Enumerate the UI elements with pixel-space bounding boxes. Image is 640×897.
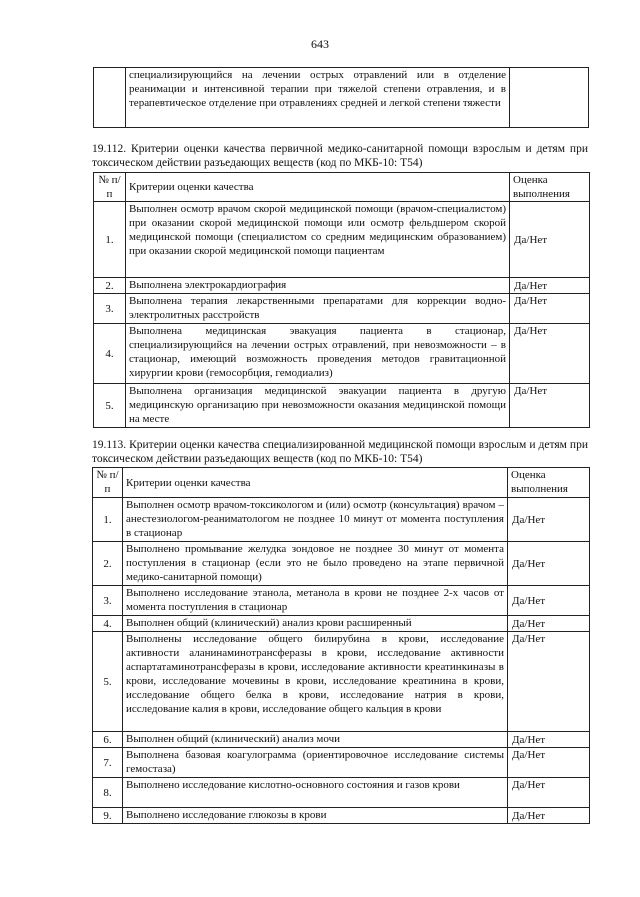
criteria-table-19-113 xyxy=(92,467,590,824)
row-number: 2. xyxy=(93,542,123,586)
header-number: № п/п xyxy=(94,173,126,202)
row-number: 2. xyxy=(94,278,126,294)
score-cell: Да/Нет xyxy=(508,778,590,808)
continuation-table xyxy=(93,67,589,128)
score-cell: Да/Нет xyxy=(510,324,590,384)
row-number: 9. xyxy=(93,808,123,824)
score-cell: Да/Нет xyxy=(510,294,590,324)
table-row xyxy=(93,498,590,542)
criteria-cell: Выполнена терапия лекарственными препаратами для коррекции водно-электролитных расстройств xyxy=(126,294,510,324)
table-row xyxy=(94,278,590,294)
row-number: 8. xyxy=(93,778,123,808)
criteria-cell: Выполнен общий (клинический) анализ мочи xyxy=(123,732,508,748)
row-number: 1. xyxy=(93,498,123,542)
table-row xyxy=(93,632,590,732)
criteria-cell: Выполнен осмотр врачом-токсикологом и (или) осмотр (консультация) врачом – анестезиологом-реаниматологом не позднее 10 минут от момента поступления в стационар xyxy=(123,498,508,542)
table-header-row xyxy=(93,468,590,498)
criteria-table-19-112 xyxy=(93,172,590,428)
table-row xyxy=(93,748,590,778)
row-number: 7. xyxy=(93,748,123,778)
row-number: 5. xyxy=(93,632,123,732)
table-row xyxy=(94,68,589,128)
criteria-cell: Выполнена организация медицинской эвакуации пациента в другую медицинскую организацию при невозможности оказания медицинской помощи на месте xyxy=(126,384,510,428)
criteria-cell: специализирующийся на лечении острых отравлений или в отделение реанимации и интенсивной терапии при тяжелой степени отравления, и в терапевтическое отделение при отравлениях средней и легкой степени тяжести xyxy=(126,68,510,128)
score-cell: Да/Нет xyxy=(508,808,590,824)
criteria-cell: Выполнено исследование глюкозы в крови xyxy=(123,808,508,824)
table-row xyxy=(94,324,590,384)
score-cell: Да/Нет xyxy=(508,542,590,586)
row-number-cell xyxy=(94,68,126,128)
table-row xyxy=(93,778,590,808)
criteria-cell: Выполнено исследование этанола, метанола в крови не позднее 2-х часов от момента поступления в стационар xyxy=(123,586,508,616)
score-cell: Да/Нет xyxy=(508,732,590,748)
row-number: 3. xyxy=(94,294,126,324)
section-title: 19.113. Критерии оценки качества специализированной медицинской помощи взрослым и детям при токсическом действии разъедающих веществ (код по МКБ-10: Т54) xyxy=(92,439,588,465)
page-number: 643 xyxy=(311,37,329,51)
row-number: 3. xyxy=(93,586,123,616)
score-cell: Да/Нет xyxy=(510,278,590,294)
score-cell: Да/Нет xyxy=(508,748,590,778)
row-number: 5. xyxy=(94,384,126,428)
table-row xyxy=(93,586,590,616)
table-header-row xyxy=(94,173,590,202)
criteria-cell: Выполнено исследование кислотно-основного состояния и газов крови xyxy=(123,778,508,808)
criteria-cell: Выполнен общий (клинический) анализ крови расширенный xyxy=(123,616,508,632)
score-cell: Да/Нет xyxy=(508,616,590,632)
header-criteria: Критерии оценки качества xyxy=(123,468,508,498)
criteria-cell: Выполнен осмотр врачом скорой медицинской помощи (врачом-специалистом) при оказании скорой медицинской помощи или осмотр фельдшером скорой медицинской помощи (специалистом со средним медицинским образованием) при оказании скорой медицинской помощи пациентам xyxy=(126,202,510,278)
header-score: Оценка выполнения xyxy=(510,173,590,202)
score-cell: Да/Нет xyxy=(510,384,590,428)
row-number: 1. xyxy=(94,202,126,278)
score-cell: Да/Нет xyxy=(510,202,590,278)
table-row xyxy=(94,202,590,278)
score-cell: Да/Нет xyxy=(508,586,590,616)
table-row xyxy=(93,616,590,632)
score-cell: Да/Нет xyxy=(508,498,590,542)
table-row xyxy=(93,808,590,824)
score-cell xyxy=(510,68,589,128)
header-number: № п/п xyxy=(93,468,123,498)
score-cell: Да/Нет xyxy=(508,632,590,732)
table-row xyxy=(94,384,590,428)
row-number: 6. xyxy=(93,732,123,748)
section-title: 19.112. Критерии оценки качества первичной медико-санитарной помощи взрослым и детям при токсическом действии разъедающих веществ (код по МКБ-10: Т54) xyxy=(92,143,588,169)
table-row xyxy=(93,732,590,748)
criteria-cell: Выполнена электрокардиография xyxy=(126,278,510,294)
criteria-cell: Выполнена медицинская эвакуация пациента в стационар, специализирующийся на лечении острых отравлений, при невозможности – в стационар, имеющий возможность проведения методов гравитационной хирургии крови (гемосорбция, гемодиализ) xyxy=(126,324,510,384)
table-row xyxy=(93,542,590,586)
criteria-cell: Выполнено промывание желудка зондовое не позднее 30 минут от момента поступления в стационар (если это не было проведено на этапе первичной медико-санитарной помощи) xyxy=(123,542,508,586)
table-row xyxy=(94,294,590,324)
row-number: 4. xyxy=(93,616,123,632)
criteria-cell: Выполнены исследование общего билирубина в крови, исследование активности аланинаминотрансферазы в крови, исследование активности аспартатаминотрансферазы в крови, исследование активности креатинкиназы в крови, исследование мочевины в крови, исследование креатинина в крови, исследование общего белка в крови, исследование натрия в крови, исследование калия в крови, исследование общего кальция в крови xyxy=(123,632,508,732)
header-score: Оценка выполнения xyxy=(508,468,590,498)
header-criteria: Критерии оценки качества xyxy=(126,173,510,202)
row-number: 4. xyxy=(94,324,126,384)
criteria-cell: Выполнена базовая коагулограмма (ориентировочное исследование системы гемостаза) xyxy=(123,748,508,778)
